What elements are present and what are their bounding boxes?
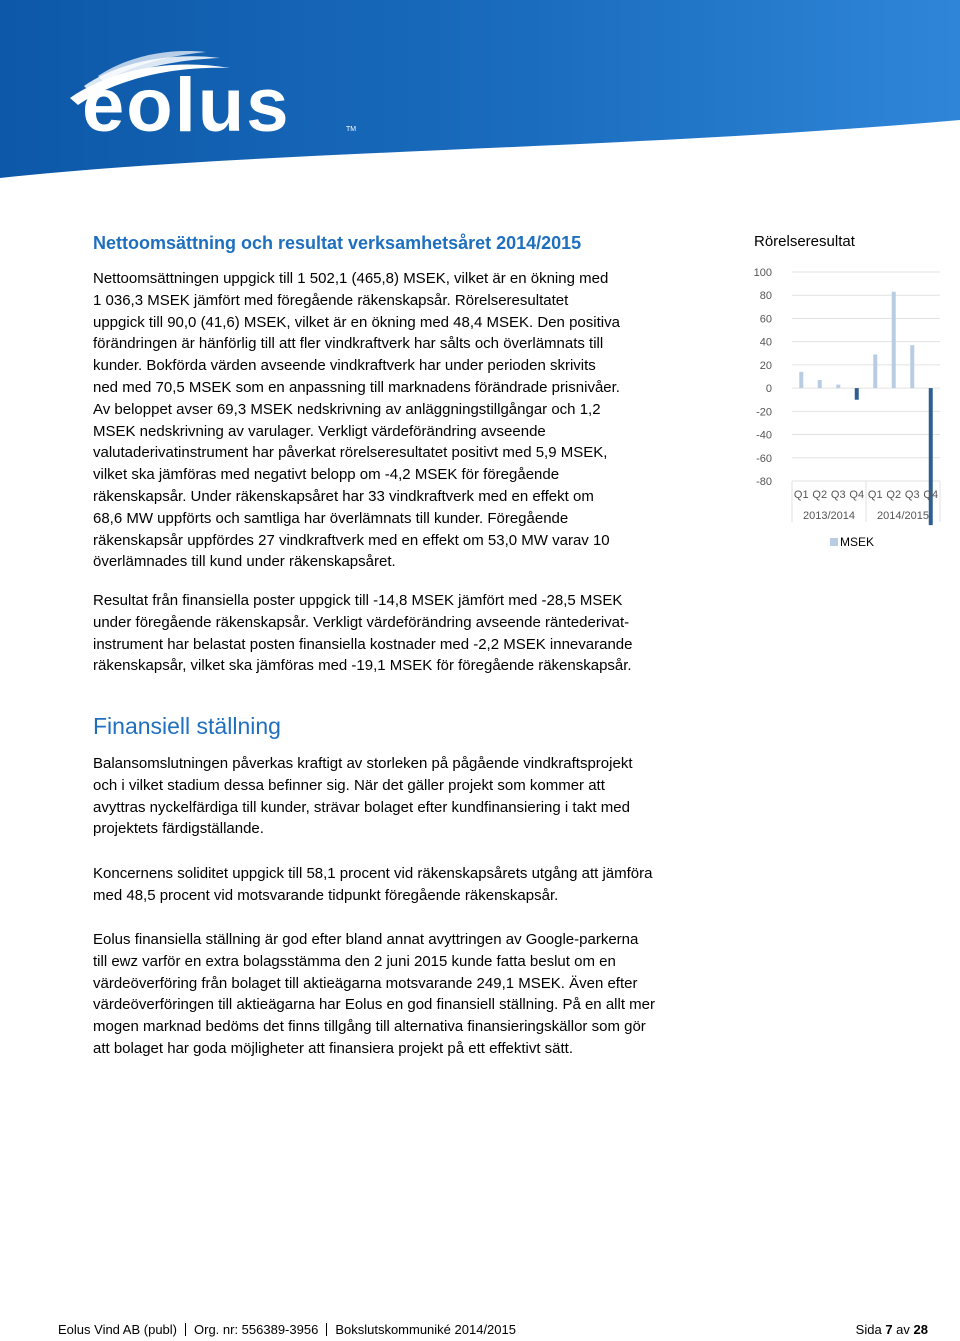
chart-legend bbox=[830, 535, 874, 549]
text-line: valutaderivatinstrument har påverkat rörelseresultatet positivt med 5,9 MSEK, bbox=[93, 444, 608, 462]
legend-label: MSEK bbox=[840, 535, 875, 549]
operating-result-chart bbox=[740, 225, 955, 565]
text-line: under föregående räkenskapsår. Verkligt värdeförändring avseende räntederivat- bbox=[93, 613, 630, 631]
y-tick-label: -60 bbox=[756, 452, 772, 465]
text-line: med 48,5 procent vid motsvarande tidpunkt föregående räkenskapsår. bbox=[93, 886, 559, 904]
x-tick-label: Q4 bbox=[923, 489, 939, 501]
x-group-label: 2014/2015 bbox=[877, 510, 929, 522]
x-tick-label: Q3 bbox=[904, 489, 920, 501]
text-line: Resultat från finansiella poster uppgick till -14,8 MSEK jämfört med -28,5 MSEK bbox=[93, 592, 623, 609]
bar bbox=[873, 354, 877, 388]
text-line: räkenskapsår uppfördes 27 vindkraftverk med en effekt om 53,0 MW varav 10 bbox=[93, 531, 610, 549]
x-tick-label: Q2 bbox=[886, 489, 902, 501]
x-tick-label: Q1 bbox=[867, 489, 883, 501]
y-tick-label: 0 bbox=[765, 383, 772, 396]
x-tick-label: Q1 bbox=[793, 489, 809, 501]
text-line: Av beloppet avser 69,3 MSEK nedskrivning av anläggningstillgångar och 1,2 bbox=[93, 400, 601, 418]
solidity-paragraph bbox=[93, 863, 652, 907]
financial-position-paragraph bbox=[93, 929, 655, 1060]
x-tick-label: Q3 bbox=[830, 489, 846, 501]
trademark: TM bbox=[346, 126, 357, 133]
text-line: förändringen är hänförlig till att fler vindkraftverk har sålts och överlämnats till bbox=[93, 335, 604, 353]
page-number bbox=[856, 1322, 928, 1337]
footer-report: Bokslutskommuniké 2014/2015 bbox=[335, 1322, 516, 1337]
text-line: projektets färdigställande. bbox=[93, 820, 264, 838]
bar bbox=[910, 345, 914, 388]
text-line: uppgick till 90,0 (41,6) MSEK, vilket är en ökning med 48,4 MSEK. Den positiva bbox=[93, 313, 620, 331]
balance-paragraph bbox=[93, 753, 632, 840]
text-line: MSEK nedskrivning av varulager. Verkligt värdeförändring avseende bbox=[93, 422, 546, 440]
text-line: räkenskapsår, vilket ska jämföras med -19,1 MSEK för föregående räkenskapsår. bbox=[93, 657, 632, 675]
y-tick-label: 40 bbox=[759, 336, 772, 349]
text-line: räkenskapsår. Under räkenskapsåret har 33 vindkraftverk med en effekt om bbox=[93, 487, 594, 505]
text-line: värdeöverföring från bolaget till aktieägarna motsvarande 249,1 MSEK. Även efter bbox=[93, 974, 638, 992]
header-banner bbox=[0, 0, 960, 195]
chart-title: Rörelseresultat bbox=[754, 233, 855, 250]
legend-swatch bbox=[830, 538, 838, 546]
text-line: till ewz varför en extra bolagsstämma den 2 juni 2015 kunde fatta beslut om en bbox=[93, 952, 616, 970]
bar bbox=[818, 380, 822, 388]
text-line: Nettoomsättningen uppgick till 1 502,1 (465,8) MSEK, vilket är en ökning med bbox=[93, 270, 609, 287]
text-line: ned med 70,5 MSEK som en anpassning till marknadens förändrade prisnivåer. bbox=[93, 378, 620, 396]
x-group-label: 2013/2014 bbox=[803, 510, 855, 522]
text-line: överlämnades till kund under räkenskapsåret. bbox=[93, 553, 396, 571]
y-tick-label: -80 bbox=[756, 476, 772, 488]
section-heading-financial-position: Finansiell ställning bbox=[93, 713, 281, 739]
text-line: kunder. Bokförda värden avseende vindkraftverk har under perioden skrivits bbox=[93, 357, 596, 375]
bar bbox=[836, 385, 840, 388]
section-heading-results: Nettoomsättning och resultat verksamhetsåret 2014/2015 bbox=[93, 233, 582, 253]
page-prefix: Sida bbox=[855, 1322, 882, 1337]
text-line: avyttras nyckelfärdiga till kunder, strävar bolaget efter kundfinansiering i takt med bbox=[93, 798, 630, 816]
y-tick-label: -20 bbox=[756, 406, 772, 419]
text-line: och i vilket stadium dessa befinner sig. När det gäller projekt som kommer att bbox=[93, 776, 605, 794]
text-line: vilket ska jämföras med negativt belopp om -4,2 MSEK för föregående bbox=[93, 466, 560, 484]
text-line: instrument har belastat posten finansiella kostnader med -2,2 MSEK innevarande bbox=[93, 635, 633, 653]
bar bbox=[929, 388, 933, 525]
text-line: 1 036,3 MSEK jämfört med föregående räkenskapsår. Rörelseresultatet bbox=[93, 291, 569, 309]
page-of: av bbox=[896, 1322, 910, 1337]
y-tick-label: 80 bbox=[759, 290, 772, 303]
text-line: mogen marknad bedöms det finns tillgång till alternativa finansieringskällor som gör bbox=[93, 1018, 646, 1036]
footer-separator bbox=[326, 1323, 327, 1336]
text-line: värdeöverföringen till aktieägarna har Eolus en god finansiell ställning. På en allt mer bbox=[93, 996, 655, 1014]
bar bbox=[799, 372, 803, 388]
x-tick-label: Q4 bbox=[849, 489, 865, 501]
y-tick-label: 60 bbox=[759, 313, 772, 326]
text-line: att bolaget har goda möjligheter att finansiera projekt på ett effektivt sätt. bbox=[93, 1039, 574, 1057]
text-line: Eolus finansiella ställning är god efter bland annat avyttringen av Google-parkerna bbox=[93, 931, 639, 948]
text-line: Balansomslutningen påverkas kraftigt av storleken på pågående vindkraftsprojekt bbox=[93, 755, 633, 772]
bar bbox=[855, 388, 859, 400]
footer-company: Eolus Vind AB (publ) bbox=[58, 1322, 177, 1337]
results-paragraph bbox=[93, 268, 620, 573]
y-tick-label: -40 bbox=[756, 429, 772, 442]
footer-separator bbox=[185, 1323, 186, 1336]
logo-text: eolus bbox=[82, 63, 291, 148]
text-line: 68,6 MW uppförts och samtliga har överlämnats till kunder. Föregående bbox=[93, 509, 569, 527]
y-tick-label: 100 bbox=[753, 267, 772, 279]
text-line: Koncernens soliditet uppgick till 58,1 procent vid räkenskapsårets utgång att jämföra bbox=[93, 865, 653, 882]
page-total: 28 bbox=[913, 1322, 928, 1337]
page-footer bbox=[58, 1322, 928, 1340]
footer-org: Org. nr: 556389-3956 bbox=[194, 1322, 319, 1337]
x-tick-label: Q2 bbox=[812, 489, 828, 501]
financial-items-paragraph bbox=[93, 590, 632, 677]
page-current: 7 bbox=[885, 1322, 893, 1337]
bar bbox=[892, 292, 896, 388]
y-tick-label: 20 bbox=[759, 359, 772, 372]
